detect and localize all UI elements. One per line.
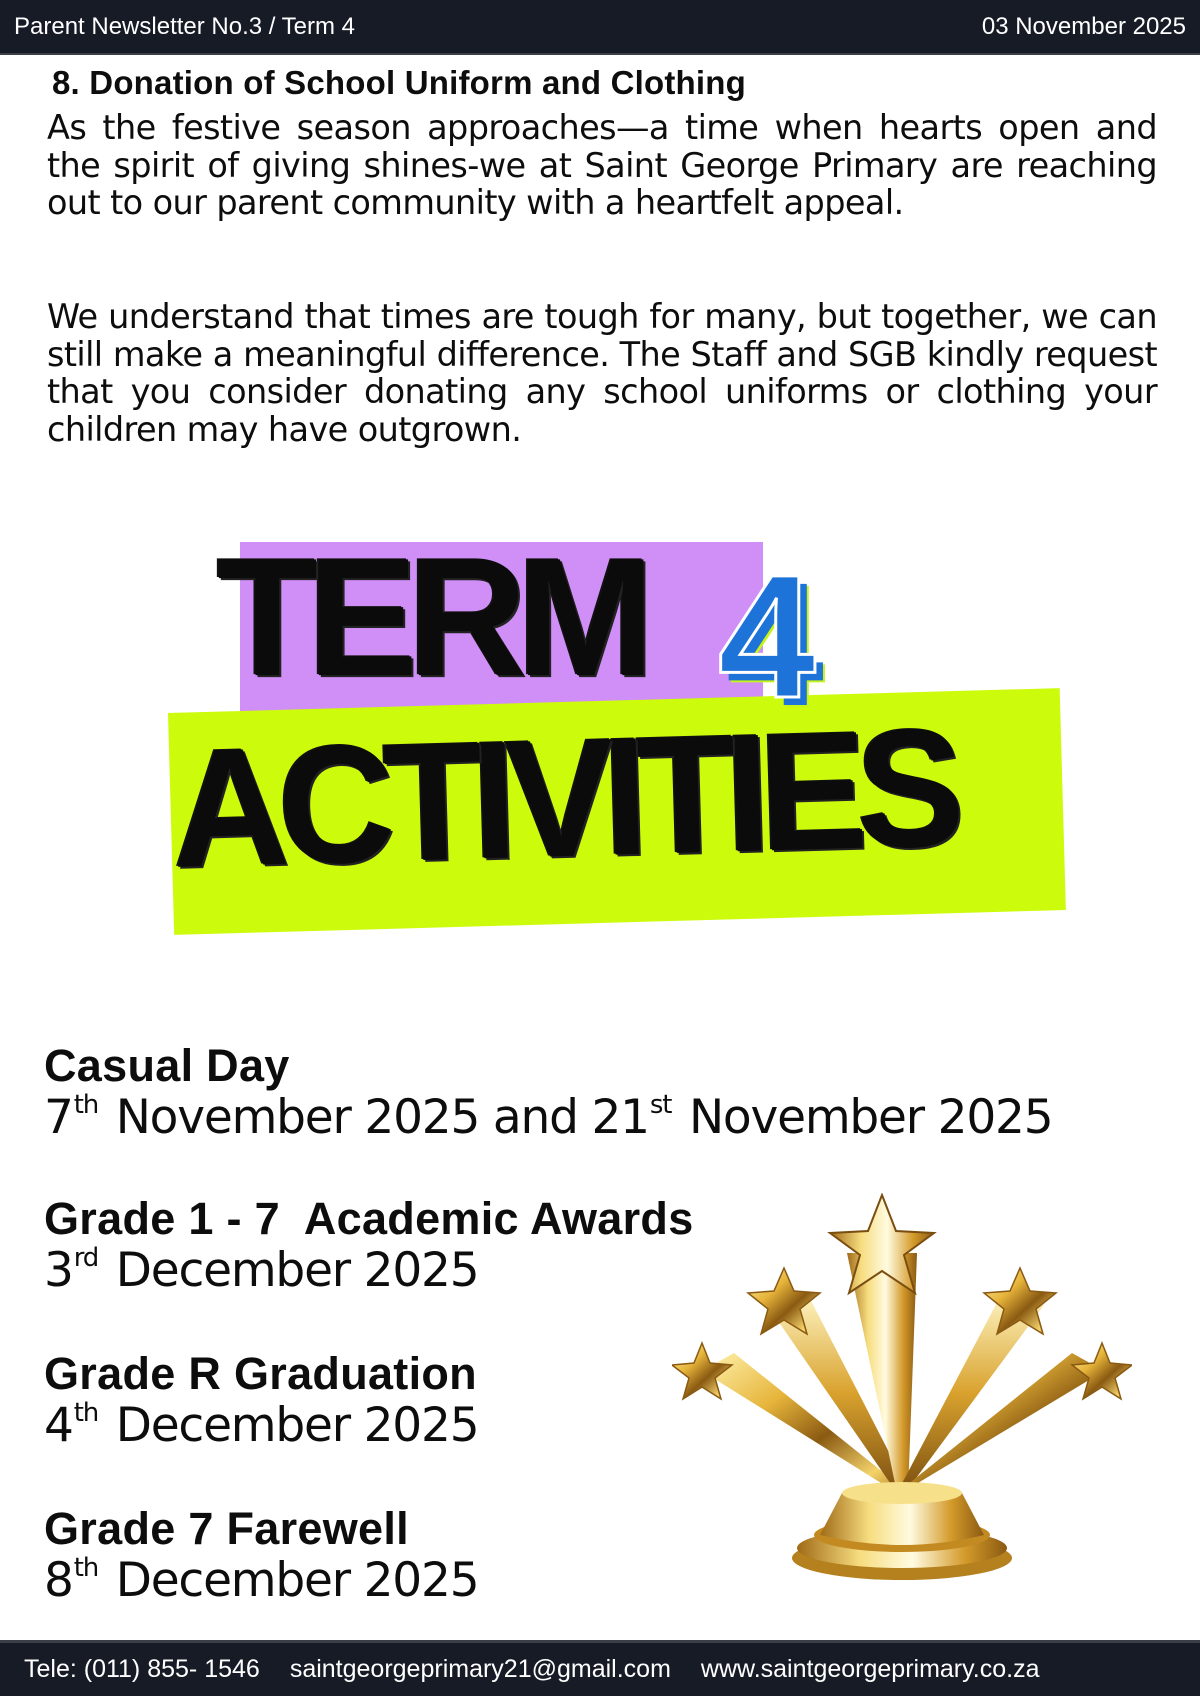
event-grade-r-graduation [44, 1348, 478, 1452]
footer-bar [0, 1640, 1200, 1696]
footer-website[interactable]: www.saintgeorgeprimary.co.za [700, 1655, 1040, 1683]
event-grade-7-farewell [44, 1503, 478, 1607]
event-title: Grade R Graduation [44, 1348, 477, 1399]
footer-phone: Tele: (011) 855- 1546 [24, 1655, 260, 1683]
event-title: Grade 1 - 7 Academic Awards [44, 1193, 694, 1244]
gold-star-trophy-icon [672, 1193, 1132, 1583]
term-4-activities-banner [160, 523, 1080, 985]
event-casual-day [44, 1040, 1052, 1144]
event-title: Casual Day [44, 1040, 290, 1091]
paragraph-appeal: As the festive season approaches—a time when hearts open and the spirit of giving shines-we at Saint George Primary are reaching out to our parent community with a heartfelt appeal. [47, 108, 1157, 222]
event-title: Grade 7 Farewell [44, 1503, 409, 1554]
event-date: 3rd December 2025 [44, 1243, 479, 1298]
paragraph-request: We understand that times are tough for many, but together, we can still make a meaningful difference. The Staff and SGB kindly request that you consider donating any school uniforms or clothing your children may have outgrown. [47, 297, 1157, 449]
newsletter-date: 03 November 2025 [981, 12, 1186, 40]
footer-email[interactable]: saintgeorgeprimary21@gmail.com [289, 1655, 671, 1683]
event-date: 7th November 2025 and 21st November 2025 [44, 1090, 1053, 1145]
banner-activities-text: ACTIVITIES [169, 693, 957, 903]
banner-number-four: 4 [718, 539, 816, 735]
header-bar [0, 0, 1200, 55]
section-heading: 8. Donation of School Uniform and Clothing [52, 64, 747, 101]
newsletter-title: Parent Newsletter No.3 / Term 4 [14, 12, 356, 40]
banner-term-text: TERM [217, 523, 645, 711]
event-academic-awards [44, 1193, 694, 1297]
event-date: 8th December 2025 [44, 1553, 479, 1608]
event-date: 4th December 2025 [44, 1398, 479, 1453]
